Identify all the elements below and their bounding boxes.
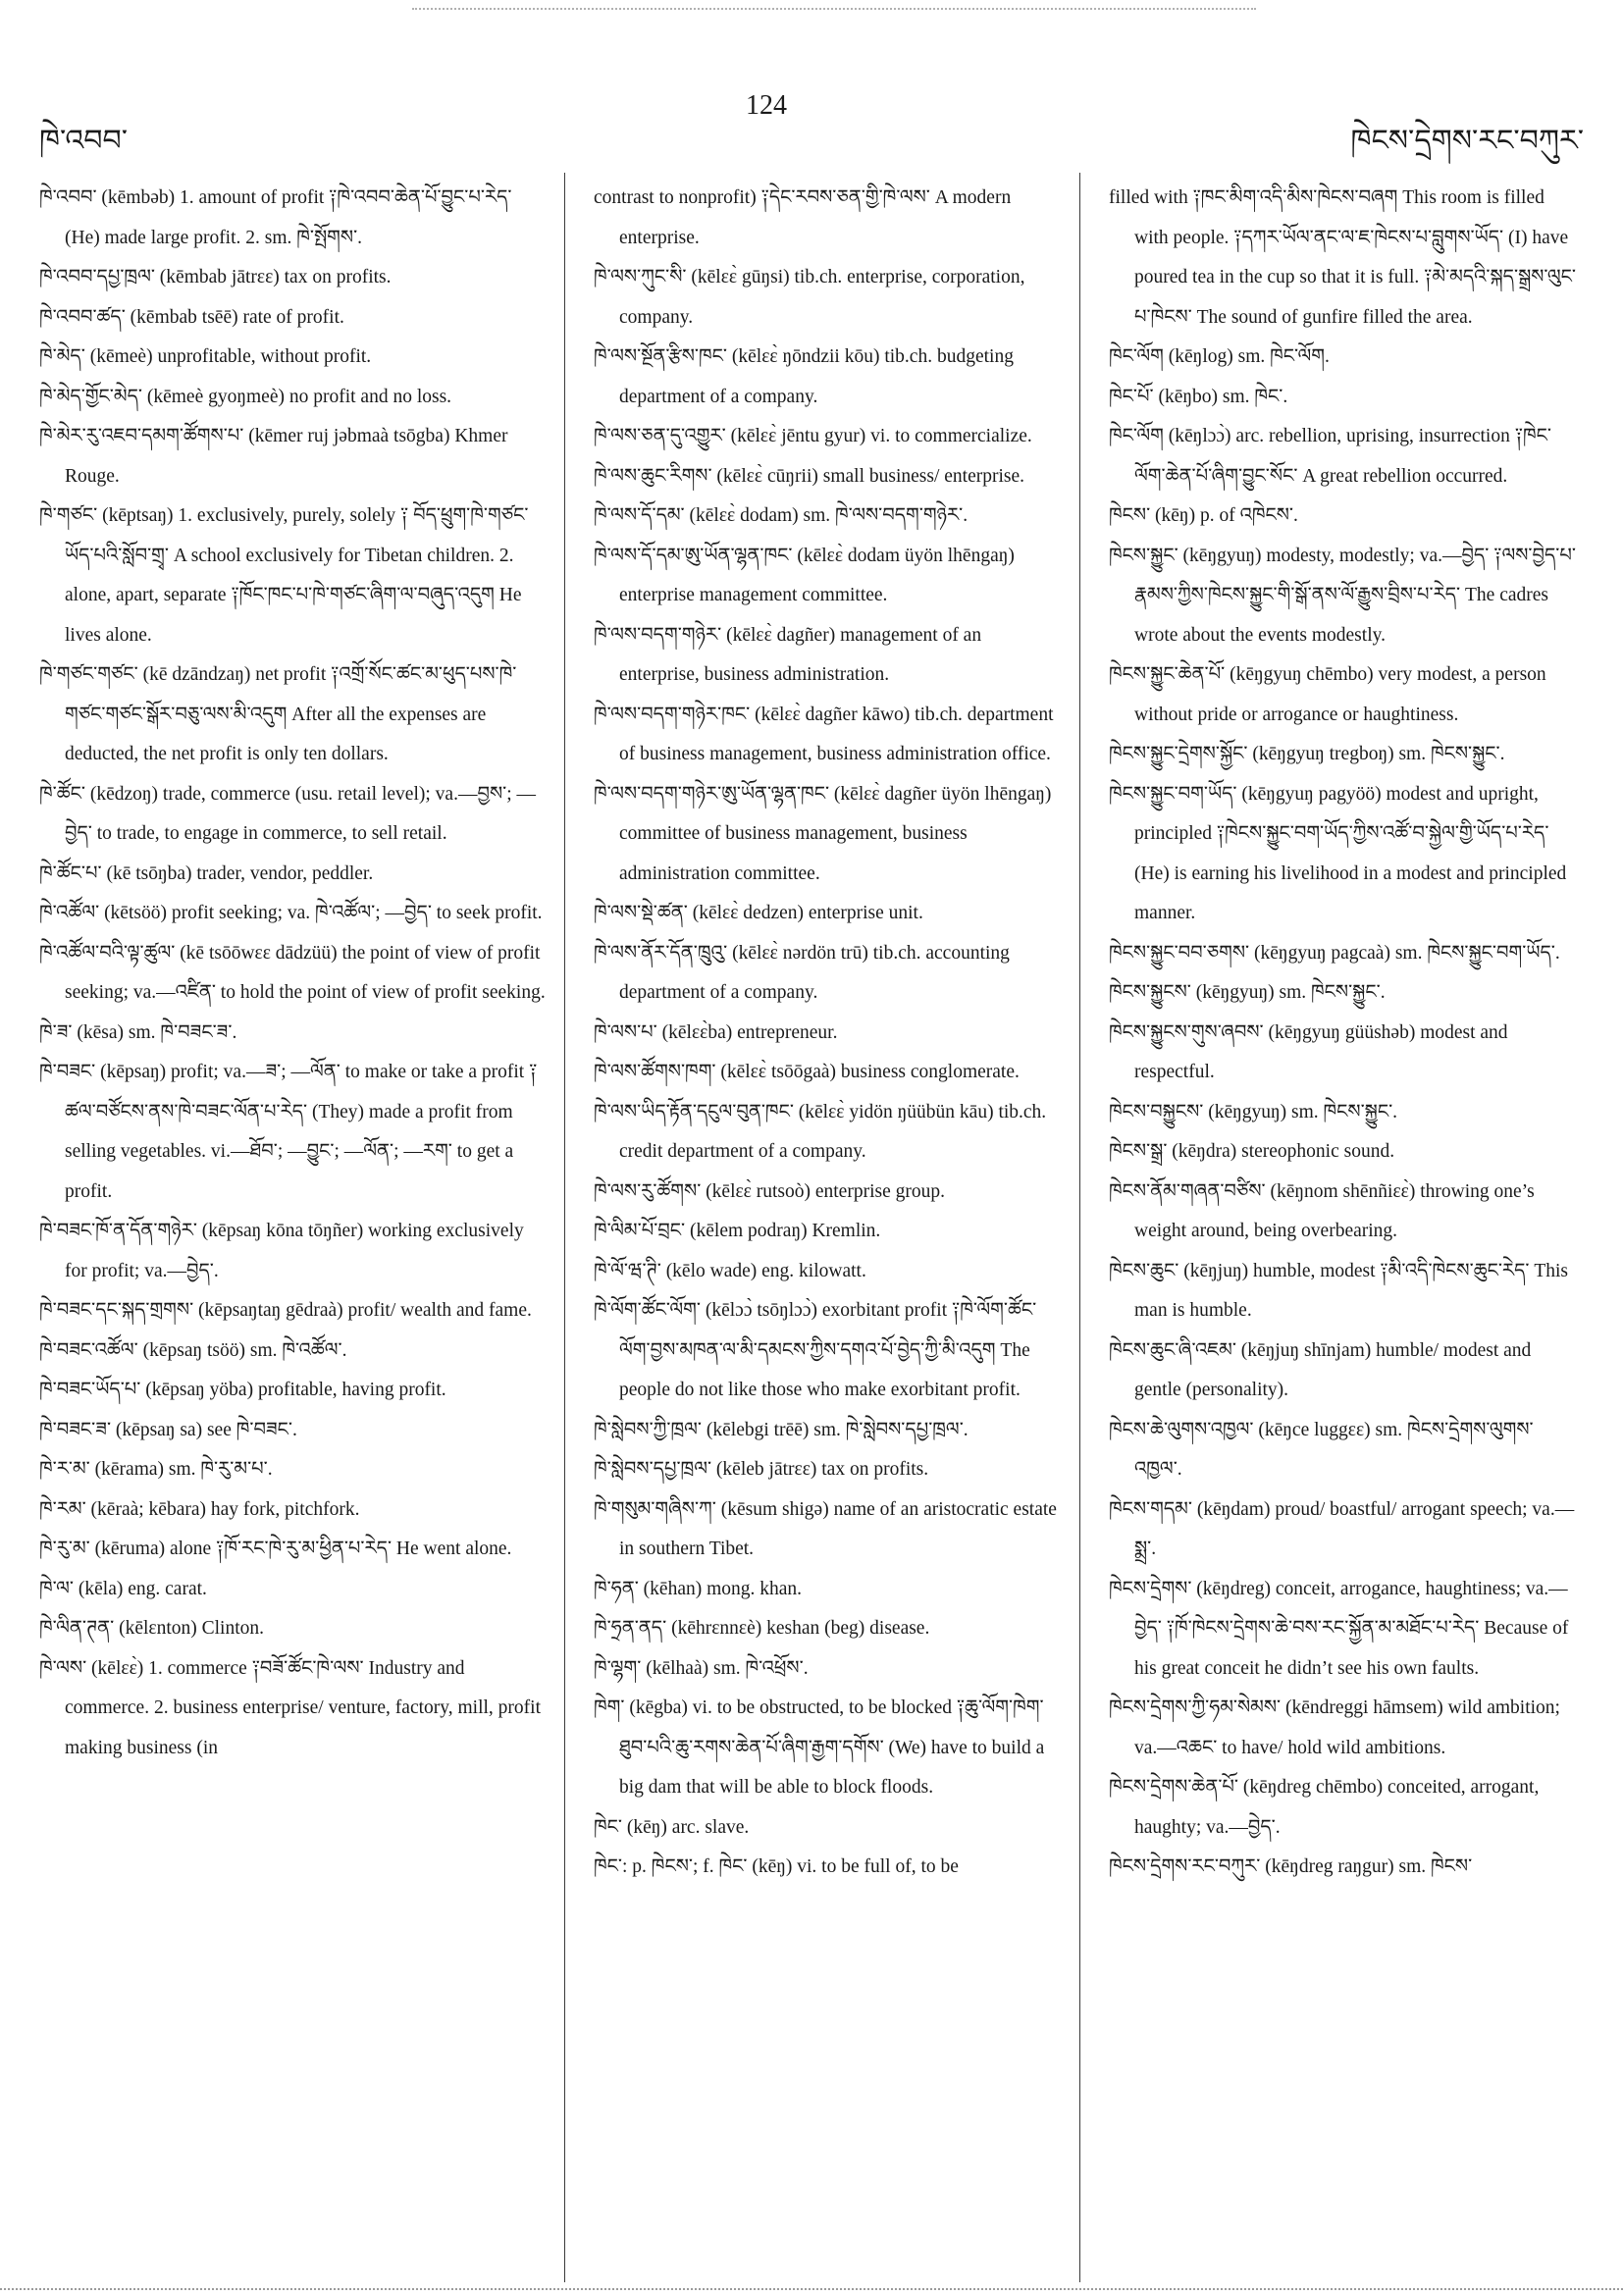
dictionary-entry: ཁེ་ལས་སྔོན་རྩིས་ཁང་ (kēlɛɛ̀ ŋōndzii kōu) tib.ch. budgeting department of a company. (594, 346, 1014, 407)
dictionary-entry: ཁེ་ཧྲན་ནད་ (kēhrɛnnɛè) keshan (beg) disease. (594, 1618, 930, 1639)
dictionary-entry: ཁེངས་སྒྲ་ (kēŋdra) stereophonic sound. (1109, 1141, 1395, 1162)
dictionary-entry: ཁེ་ལས་དོ་དམ་ཨུ་ཡོན་ལྷན་ཁང་ (kēlɛɛ̀ dodam üyön lhēngaŋ) enterprise management committee. (594, 545, 1015, 605)
dictionary-entry: ཁེངས་དྲེགས་ཀྱི་ཧམ་སེམས་ (kēndreggi hāmsem) wild ambition; va.—འཆང་ to have/ hold wild ambitions. (1109, 1697, 1560, 1758)
column-middle (594, 179, 1060, 1888)
dictionary-entry: ཁེ་བཟང་ཟ་ (kēpsaŋ sa) see ཁེ་བཟང་. (39, 1419, 297, 1440)
dictionary-entry: ཁེ་ཚོང་པ་ (kē tsōŋba) trader, vendor, peddler. (39, 862, 374, 884)
left-running-head: ཁེ་འབབ་ (39, 124, 129, 158)
dictionary-entry: ཁེ་ལས་ཆུང་རིགས་ (kēlɛɛ̀ cūŋrii) small business/ enterprise. (594, 465, 1024, 487)
dictionary-entry: ཁེངས་སྐྱུང་བག་ཡོད་ (kēŋgyuŋ pagyöö) modest and upright, principled ༑ཁེངས་སྐྱུང་བག་ཡོད་ཀྱིས་འཚོ་བ་སྐྱེལ་གྱི་ཡོད་པ་རེད་ (He) is earning his livelihood in a modest and principled manner. (1109, 783, 1567, 923)
dictionary-entry: ཁེ་ལས་ (kēlɛɛ̀) 1. commerce ༑བཟོ་ཚོང་ཁེ་ལས་ Industry and commerce. 2. business enterprise/ venture, factory, mill, profit making business (in (39, 1657, 541, 1758)
dictionary-entry: ཁེངས་ནོམ་གཞན་བཙིས་ (kēŋnom shēnñiɛɛ̀) throwing one’s weight around, being overbearing. (1109, 1180, 1535, 1241)
scan-edge-top (412, 8, 1256, 10)
dictionary-entry: ཁེ་ཧན་ (kēhan) mong. khan. (594, 1578, 803, 1599)
dictionary-entry: ཁེང་ལོག (kēŋlɔɔ̀) arc. rebellion, uprising, insurrection ༑ཁེང་ལོག་ཆེན་པོ་ཞིག་བྱུང་སོང་ A great rebellion occurred. (1109, 426, 1551, 487)
dictionary-entry: ཁེངས་བསྐྱུངས་ (kēŋgyuŋ) sm. ཁེངས་སྐྱུང་. (1109, 1101, 1398, 1122)
right-running-head: ཁེངས་དྲེགས་རང་བཀུར་ (1350, 124, 1584, 158)
dictionary-entry: ཁེངས་ཆེ་ལུགས་འཁྱལ་ (kēŋce luggɛɛ) sm. ཁེངས་དྲེགས་ལུགས་འཁྱལ་. (1109, 1419, 1534, 1480)
dictionary-entry: ཁེངས་ཆུང་ཞི་འཇམ་ (kēŋjuŋ shīnjam) humble/ modest and gentle (personality). (1109, 1339, 1532, 1400)
dictionary-entry: ཁེངས་ (kēŋ) p. of འཁེངས་. (1109, 505, 1298, 526)
dictionary-entry: ཁེ་ལས་ཅན་དུ་འགྱུར་ (kēlɛɛ̀ jēntu gyur) vi. to commercialize. (594, 426, 1032, 446)
dictionary-entry: ཁེ་རུ་མ་ (kēruma) alone ༑ཁོ་རང་ཁེ་རུ་མ་ཕྱིན་པ་རེད་ He went alone. (39, 1539, 512, 1559)
dictionary-entry: ཁེ་ལས་བདག་གཉེར་ཨུ་ཡོན་ལྷན་ཁང་ (kēlɛɛ̀ dagñer üyön lhēngaŋ) committee of business management, business administration committee. (594, 783, 1052, 884)
dictionary-entry: ཁེ་ལས་རུ་ཚོགས་ (kēlɛɛ̀ rutsoò) enterprise group. (594, 1180, 945, 1202)
dictionary-entry: ཁེངས་དྲེགས་ཆེན་པོ་ (kēŋdreg chēmbo) conceited, arrogant, haughty; va.—བྱེད་. (1109, 1777, 1540, 1838)
dictionary-entry: ཁེ་བཟང་ (kēpsaŋ) profit; va.—ཟ་; —ལོན་ to make or take a profit ༑ཚལ་བཙོངས་ནས་ཁེ་བཟང་ལོན་པ་རེད་ (They) made a profit from selling vegetables. vi.—ཐོབ་; —བྱུང་; —ལོན་; —རག་ to get a profit. (39, 1062, 538, 1202)
dictionary-entry: ཁེ་ལོ་ཝ་ཊི་ (kēlo wade) eng. kilowatt. (594, 1260, 866, 1281)
dictionary-entry: ཁེངས་དྲེགས་རང་བཀུར་ (kēŋdreg raŋgur) sm. ཁེངས་ (1109, 1856, 1473, 1877)
page-number: 124 (746, 90, 787, 121)
column-left (39, 179, 550, 1768)
dictionary-entry: ཁེ་ལས་ཚོགས་ཁག་ (kēlɛɛ̀ tsōōgaà) business conglomerate. (594, 1062, 1020, 1082)
dictionary-entry: ཁེངས་གདམ་ (kēŋdam) proud/ boastful/ arrogant speech; va.—སྨྲ་. (1109, 1498, 1575, 1559)
dictionary-entry: ཁེ་ལས་དོ་དམ་ (kēlɛɛ̀ dodam) sm. ཁེ་ལས་བདག་གཉེར་. (594, 505, 969, 526)
dictionary-entry: ཁེ་ལས་བདག་གཉེར་ (kēlɛɛ̀ dagñer) management of an enterprise, business administration. (594, 624, 982, 685)
dictionary-entry: ཁེང་ལོག (kēŋlog) sm. ཁེང་ལོག. (1109, 346, 1330, 367)
dictionary-entry: ཁེ་ལས་ཀུང་སི་ (kēlɛɛ̀ gūŋsi) tib.ch. enterprise, corporation, company. (594, 267, 1025, 328)
dictionary-entry: ཁེ་གསུམ་གཞིས་ཀ་ (kēsum shigə) name of an aristocratic estate in southern Tibet. (594, 1498, 1057, 1559)
column-divider (564, 173, 565, 2282)
dictionary-entry: ཁེ་ལས་པ་ (kēlɛɛ̀ba) entrepreneur. (594, 1021, 838, 1043)
dictionary-entry: ཁེ་སླེབས་ཀྱི་ཁྲལ་ (kēlebgi trēē) sm. ཁེ་སླེབས་དཔྱ་ཁྲལ་. (594, 1419, 969, 1440)
dictionary-entry: ཁེ་ར་མ་ (kērama) sm. ཁེ་རུ་མ་པ་. (39, 1459, 273, 1480)
dictionary-entry: ཁེ་བཟང་འཚོལ་ (kēpsaŋ tsöö) sm. ཁེ་འཚོལ་. (39, 1339, 347, 1361)
dictionary-entry: ཁེངས་སྐྱུང་ (kēŋgyuŋ) modesty, modestly; va.—བྱེད་ ༑ལས་བྱེད་པ་རྣམས་ཀྱིས་ཁེངས་སྐྱུང་གི་སྒོ་ནས་ལོ་རྒྱུས་བྲིས་པ་རེད་ The cadres wrote about the events modestly. (1109, 545, 1576, 646)
dictionary-entry: ཁེངས་སྐྱུང་དྲེགས་སྐྱོང་ (kēŋgyuŋ tregboŋ) sm. ཁེངས་སྐྱུང་. (1109, 744, 1505, 764)
scan-edge-bottom (0, 2288, 1623, 2290)
dictionary-entry: ཁེ་འཚོལ་ (kētsöö) profit seeking; va. ཁེ་འཚོལ་; —བྱེད་ to seek profit. (39, 903, 543, 923)
dictionary-entry: ཁེ་ལས་ནོར་དོན་ཁྲུའུ་ (kēlɛɛ̀ nərdön trū) tib.ch. accounting department of a company. (594, 942, 1010, 1003)
dictionary-entry: ཁེངས་དྲེགས་ (kēŋdreg) conceit, arrogance, haughtiness; va.—བྱེད་ ༑ཁོ་ཁེངས་དྲེགས་ཆེ་བས་རང་སྐྱོན་མ་མཐོང་པ་རེད་ Because of his great conceit he didn’t see his own faults. (1109, 1578, 1569, 1679)
dictionary-entry: ཁེ་ལས་སྡེ་ཚན་ (kēlɛɛ̀ dedzen) enterprise unit. (594, 903, 923, 923)
dictionary-entry: ཁེ་བཟང་ཁོ་ན་དོན་གཉེར་ (kēpsaŋ kōna tōŋñer) working exclusively for profit; va.—བྱེད་. (39, 1221, 524, 1281)
dictionary-entry: ཁེག་ (kēgba) vi. to be obstructed, to be blocked ༑ཆུ་ལོག་ཁེག་ཐུབ་པའི་ཆུ་རགས་ཆེན་པོ་ཞིག་རྒྱག་དགོས་ (We) have to build a big dam that will be able to block floods. (594, 1697, 1045, 1798)
dictionary-entry: ཁེ་ལས་ཡིད་རྟོན་དངུལ་བུན་ཁང་ (kēlɛɛ̀ yidön ŋüübün kāu) tib.ch. credit department of a company. (594, 1101, 1047, 1162)
dictionary-entry: ཁེ་མེད་གྱོང་མེད་ (kēmeè gyoŋmeè) no profit and no loss. (39, 386, 452, 407)
dictionary-entry: ཁེངས་སྐྱུངས་གུས་ཞབས་ (kēŋgyuŋ güüshəb) modest and respectful. (1109, 1021, 1508, 1082)
dictionary-entry: ཁེ་འབབ་དཔྱ་ཁྲལ་ (kēmbab jātrɛɛ) tax on profits. (39, 267, 392, 287)
dictionary-entry: ཁེ་ཟ་ (kēsa) sm. ཁེ་བཟང་ཟ་. (39, 1021, 237, 1043)
dictionary-entry: ཁེ་འཚོལ་བའི་ལྟ་ཚུལ་ (kē tsōōwɛɛ dādzüü) the point of view of profit seeking; va.—འཛིན་ to hold the point of view of profit seeking. (39, 942, 546, 1003)
dictionary-entry: ཁེ་ལས་བདག་གཉེར་ཁང་ (kēlɛɛ̀ dagñer kāwo) tib.ch. department of business management, business administration office. (594, 704, 1054, 764)
dictionary-entry: ཁེ་ཚོང་ (kēdzoŋ) trade, commerce (usu. retail level); va.—བྱས་; —བྱེད་ to trade, to engage in commerce, to sell retail. (39, 783, 536, 844)
dictionary-entry: ཁེ་སླེབས་དཔྱ་ཁྲལ་ (kēleb jātrɛɛ) tax on profits. (594, 1459, 929, 1480)
dictionary-entry: ཁེ་ལིམ་པོ་བྲང་ (kēlem podraŋ) Kremlin. (594, 1221, 881, 1241)
dictionary-entry: ཁེངས་སྐྱུངས་ (kēŋgyuŋ) sm. ཁེངས་སྐྱུང་. (1109, 982, 1386, 1003)
dictionary-entry: ཁེ་མེར་རུ་འཇབ་དམག་ཚོགས་པ་ (kēmer ruj jəbmaà tsōgba) Khmer Rouge. (39, 426, 508, 487)
dictionary-entry: contrast to nonprofit) ༑དེང་རབས་ཅན་གྱི་ཁེ་ལས་ A modern enterprise. (594, 187, 1012, 248)
dictionary-entry: ཁེ་འབབ་ཚད་ (kēmbab tsēē) rate of profit. (39, 306, 344, 328)
dictionary-entry: ཁེ་འབབ་ (kēmbəb) 1. amount of profit ༑ཁེ་འབབ་ཆེན་པོ་བྱུང་པ་རེད་ (He) made large profit. 2. sm. ཁེ་སྤོགས་. (39, 187, 512, 248)
dictionary-entry: ཁེ་ལྷག་ (kēlhaà) sm. ཁེ་འཕྲོས་. (594, 1657, 809, 1679)
column-right (1109, 179, 1580, 1888)
dictionary-entry: ཁེ་ལིན་ཊན་ (kēlɛnton) Clinton. (39, 1618, 265, 1639)
dictionary-entry: ཁེ་ལ་ (kēla) eng. carat. (39, 1578, 207, 1599)
column-divider (1079, 173, 1080, 2282)
dictionary-entry: filled with ༑ཁང་མིག་འདི་མིས་ཁེངས་བཞག This room is filled with people. ༑དཀར་ཡོལ་ནང་ལ་ཇ་ཁེངས་པ་བླུགས་ཡོད་ (I) have poured tea in the cup so that it is full. ༑མེ་མདའི་སྐད་སྒྲས་ལུང་པ་ཁེངས་ The sound of gunfire filled the area. (1109, 187, 1577, 328)
dictionary-entry: ཁེ་གཙང་གཙང་ (kē dzāndzaŋ) net profit ༑འགྲོ་སོང་ཚང་མ་ཕུད་པས་ཁེ་གཙང་གཙང་སྒོར་བཅུ་ལས་མི་འདུག After all the expenses are deducted, the net profit is only ten dollars. (39, 664, 517, 764)
dictionary-entry: ཁེ་བཟང་ཡོད་པ་ (kēpsaŋ yöba) profitable, having profit. (39, 1380, 446, 1400)
dictionary-entry: ཁེངས་ཆུང་ (kēŋjuŋ) humble, modest ༑མི་འདི་ཁེངས་ཆུང་རེད་ This man is humble. (1109, 1260, 1568, 1321)
dictionary-entry: ཁེངས་སྐྱུང་ཆེན་པོ་ (kēŋgyuŋ chēmbo) very modest, a person without pride or arrogance or haughtiness. (1109, 664, 1546, 725)
dictionary-entry: ཁེ་མེད་ (kēmeè) unprofitable, without profit. (39, 346, 372, 367)
dictionary-entry: ཁེངས་སྐྱུང་བབ་ཅགས་ (kēŋgyuŋ pagcaà) sm. ཁེངས་སྐྱུང་བག་ཡོད་. (1109, 942, 1560, 964)
dictionary-entry: ཁེང་པོ་ (kēŋbo) sm. ཁེང་. (1109, 386, 1288, 407)
dictionary-entry: ཁེ་རམ་ (kēraà; kēbara) hay fork, pitchfork. (39, 1498, 360, 1520)
dictionary-entry: ཁེང་ (kēŋ) arc. slave. (594, 1816, 750, 1838)
dictionary-entry: ཁེ་བཟང་དང་སྐད་གྲགས་ (kēpsaŋtaŋ gēdraà) profit/ wealth and fame. (39, 1300, 532, 1321)
dictionary-entry: ཁེ་ལོག་ཚོང་ལོག་ (kēlɔɔ̀ tsōŋlɔɔ̀) exorbitant profit ༑ཁེ་ལོག་ཚོང་ལོག་བྱས་མཁན་ལ་མི་དམངས་ཀྱིས་དགའ་པོ་བྱེད་ཀྱི་མི་འདུག The people do not like those who make exorbitant profit. (594, 1300, 1037, 1400)
dictionary-entry: ཁེ་གཙང་ (kēptsaŋ) 1. exclusively, purely, solely ༑ བོད་ཕྲུག་ཁེ་གཙང་ཡོད་པའི་སློབ་གྲྭ་ A school exclusively for Tibetan children. 2. alone, apart, separate ༑ཁོང་ཁང་པ་ཁེ་གཙང་ཞིག་ལ་བཞུད་འདུག He lives alone. (39, 505, 529, 646)
dictionary-entry: ཁེང་: p. ཁེངས་; f. ཁེང་ (kēŋ) vi. to be full of, to be (594, 1856, 959, 1877)
